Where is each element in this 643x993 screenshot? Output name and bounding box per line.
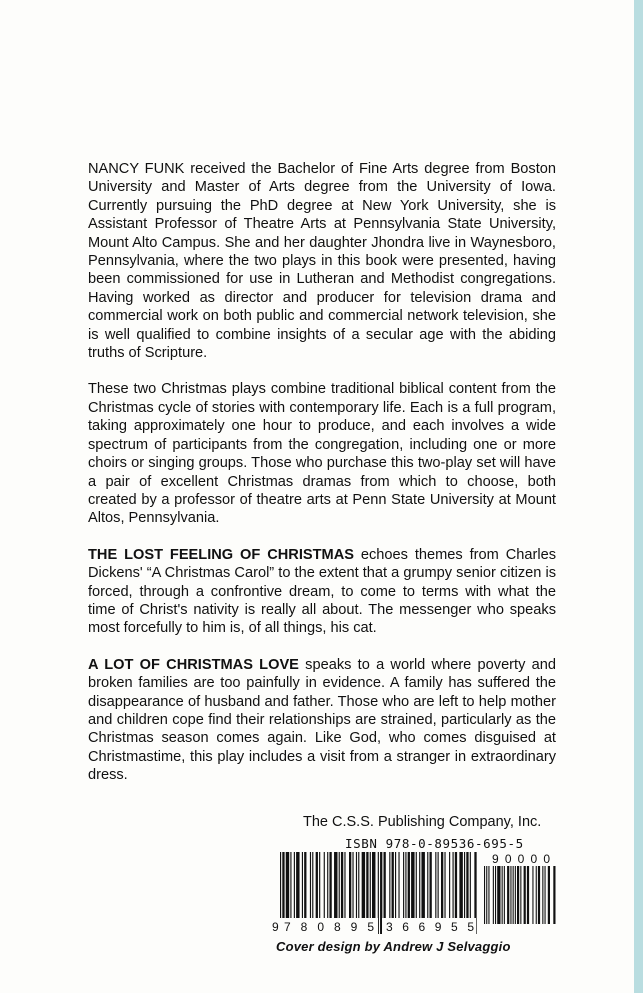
barcode-left-digits: 780895 (284, 920, 374, 934)
price-bar-63 (507, 866, 509, 924)
price-bar-73 (538, 866, 540, 924)
barcode-bar-34 (403, 852, 404, 922)
barcode-bar-49 (455, 852, 457, 922)
barcode-bar-16 (339, 852, 340, 922)
price-bar-69 (524, 866, 526, 924)
barcode-bar-53 (470, 852, 471, 922)
barcode-bar-25 (370, 852, 371, 922)
barcode (270, 852, 560, 938)
barcode-bar-39 (419, 852, 420, 922)
barcode-bar-47 (449, 852, 450, 922)
price-bar-58 (493, 866, 494, 924)
price-bar-57 (488, 866, 489, 924)
barcode-bar-51 (464, 852, 465, 922)
price-bar-62 (504, 866, 505, 924)
barcode-bar-48 (453, 852, 454, 922)
play-title-2: A LOT OF CHRISTMAS LOVE (88, 656, 299, 673)
barcode-bar-46 (444, 852, 445, 922)
barcode-bar-29 (384, 852, 386, 922)
price-bar-71 (532, 866, 533, 924)
barcode-bar-15 (334, 852, 337, 922)
cover-design-credit: Cover design by Andrew J Selvaggio (276, 939, 511, 954)
price-bar-59 (495, 866, 496, 924)
barcode-bar-11 (319, 852, 320, 922)
price-bar-66 (515, 866, 516, 924)
price-bar-60 (497, 866, 500, 924)
publisher-name: The C.S.S. Publishing Company, Inc. (303, 814, 542, 830)
barcode-bar-38 (416, 852, 417, 922)
barcode-bar-13 (327, 852, 328, 922)
barcode-bar-32 (395, 852, 396, 922)
barcode-bar-30 (389, 852, 390, 922)
barcode-bar-17 (341, 852, 343, 922)
barcode-bar-22 (358, 852, 359, 922)
play-text-2: speaks to a world where poverty and broken families are too painfully in evidence. A family has suffered the disappearance of husband and father. Those who are left to help mother and children cope find their relationships are strained, particularly as the Christmas season comes again. Like God, who comes disguised at Christmastime, this play includes a visit from a stranger in extraordinary dress. (88, 656, 556, 784)
barcode-bar-36 (408, 852, 410, 922)
cover-edge-strip (634, 0, 643, 993)
barcode-lead-digit: 9 (272, 920, 279, 934)
price-bar-67 (517, 866, 519, 924)
barcode-bar-6 (302, 852, 303, 922)
price-bar-74 (542, 866, 543, 924)
barcode-bar-12 (324, 852, 325, 922)
back-cover-text (88, 160, 556, 803)
price-bar-55 (484, 866, 485, 924)
price-bar-56 (486, 866, 487, 924)
barcode-bar-2 (286, 852, 289, 922)
price-bar-70 (527, 866, 529, 924)
barcode-bar-52 (466, 852, 468, 922)
barcode-bar-4 (294, 852, 295, 922)
barcode-bar-50 (459, 852, 462, 922)
price-bar-77 (553, 866, 555, 924)
barcode-bar-44 (438, 852, 439, 922)
price-bar-72 (536, 866, 537, 924)
play-description-1 (88, 546, 556, 638)
barcode-bar-31 (392, 852, 394, 922)
barcode-bar-26 (372, 852, 375, 922)
barcode-bar-45 (441, 852, 443, 922)
barcode-bar-3 (290, 852, 291, 922)
author-bio (88, 160, 556, 362)
price-bar-76 (548, 866, 550, 924)
barcode-left-digit-gap (280, 918, 378, 938)
price-bar-61 (502, 866, 503, 924)
play-text-1: echoes themes from Charles Dickens' “A Christmas Carol” to the extent that a grumpy senior citizen is forced, through a confrontive dream, to come to terms with what the time of Christ's nativity is really all about. The messenger who speaks most forcefully to him is, of all things, his cat. (88, 546, 556, 637)
play-description-2 (88, 656, 556, 785)
price-bar-64 (510, 866, 511, 924)
book-intro-text: These two Christmas plays combine traditional biblical content from the Christmas cycle of stories with contemporary life. Each is a full program, taking approximately one hour to produce, and each involves a wide spectrum of participants from the congregation, including one or more choirs or singing groups. Those who purchase this two-play set will have a pair of excellent Christmas dramas from which to choose, both created by a professor of theatre arts at Penn State University at Mount Altos, Pennsylvania. (88, 381, 556, 527)
barcode-bar-37 (411, 852, 414, 922)
barcode-bar-43 (435, 852, 436, 922)
isbn-number: ISBN 978-0-89536-695-5 (345, 836, 524, 851)
barcode-bar-21 (356, 852, 357, 922)
barcode-bar-24 (366, 852, 368, 922)
barcode-price-code: 90000 (492, 852, 550, 866)
barcode-bar-7 (304, 852, 306, 922)
book-intro (88, 380, 556, 527)
barcode-bar-19 (349, 852, 351, 922)
barcode-bar-33 (398, 852, 399, 922)
barcode-right-digit-gap (382, 918, 476, 938)
price-bar-68 (520, 866, 521, 924)
author-bio-text: NANCY FUNK received the Bachelor of Fine Arts degree from Boston University and Master of Arts degree from the University of Iowa. Currently pursuing the PhD degree at New York University, she is Assistant Professor of Theatre Arts at Pennsylvania State University, Mount Alto Campus. She and her daughter Jhondra live in Waynesboro, Pennsylvania, where the two plays in this book were presented, having been commissioned for use in Lutheran and Methodist congregations. Having worked as director and producer for television drama and commercial work on both public and commercial network television, she is well qualified to combine insights of a secular age with the abiding truths of Scripture. (88, 161, 556, 362)
barcode-right-digits: 366955 (386, 920, 474, 934)
barcode-bar-42 (430, 852, 432, 922)
barcode-bar-5 (296, 852, 299, 922)
barcode-bar-18 (344, 852, 345, 922)
price-bar-75 (545, 866, 546, 924)
barcode-bar-23 (362, 852, 365, 922)
barcode-bar-14 (329, 852, 331, 922)
barcode-bar-41 (427, 852, 428, 922)
price-bar-65 (513, 866, 514, 924)
barcode-bar-8 (310, 852, 311, 922)
barcode-bar-20 (352, 852, 353, 922)
barcode-bar-35 (405, 852, 406, 922)
play-title-1: THE LOST FEELING OF CHRISTMAS (88, 546, 354, 563)
barcode-bar-40 (421, 852, 424, 922)
barcode-bar-9 (312, 852, 313, 922)
barcode-bar-10 (316, 852, 318, 922)
